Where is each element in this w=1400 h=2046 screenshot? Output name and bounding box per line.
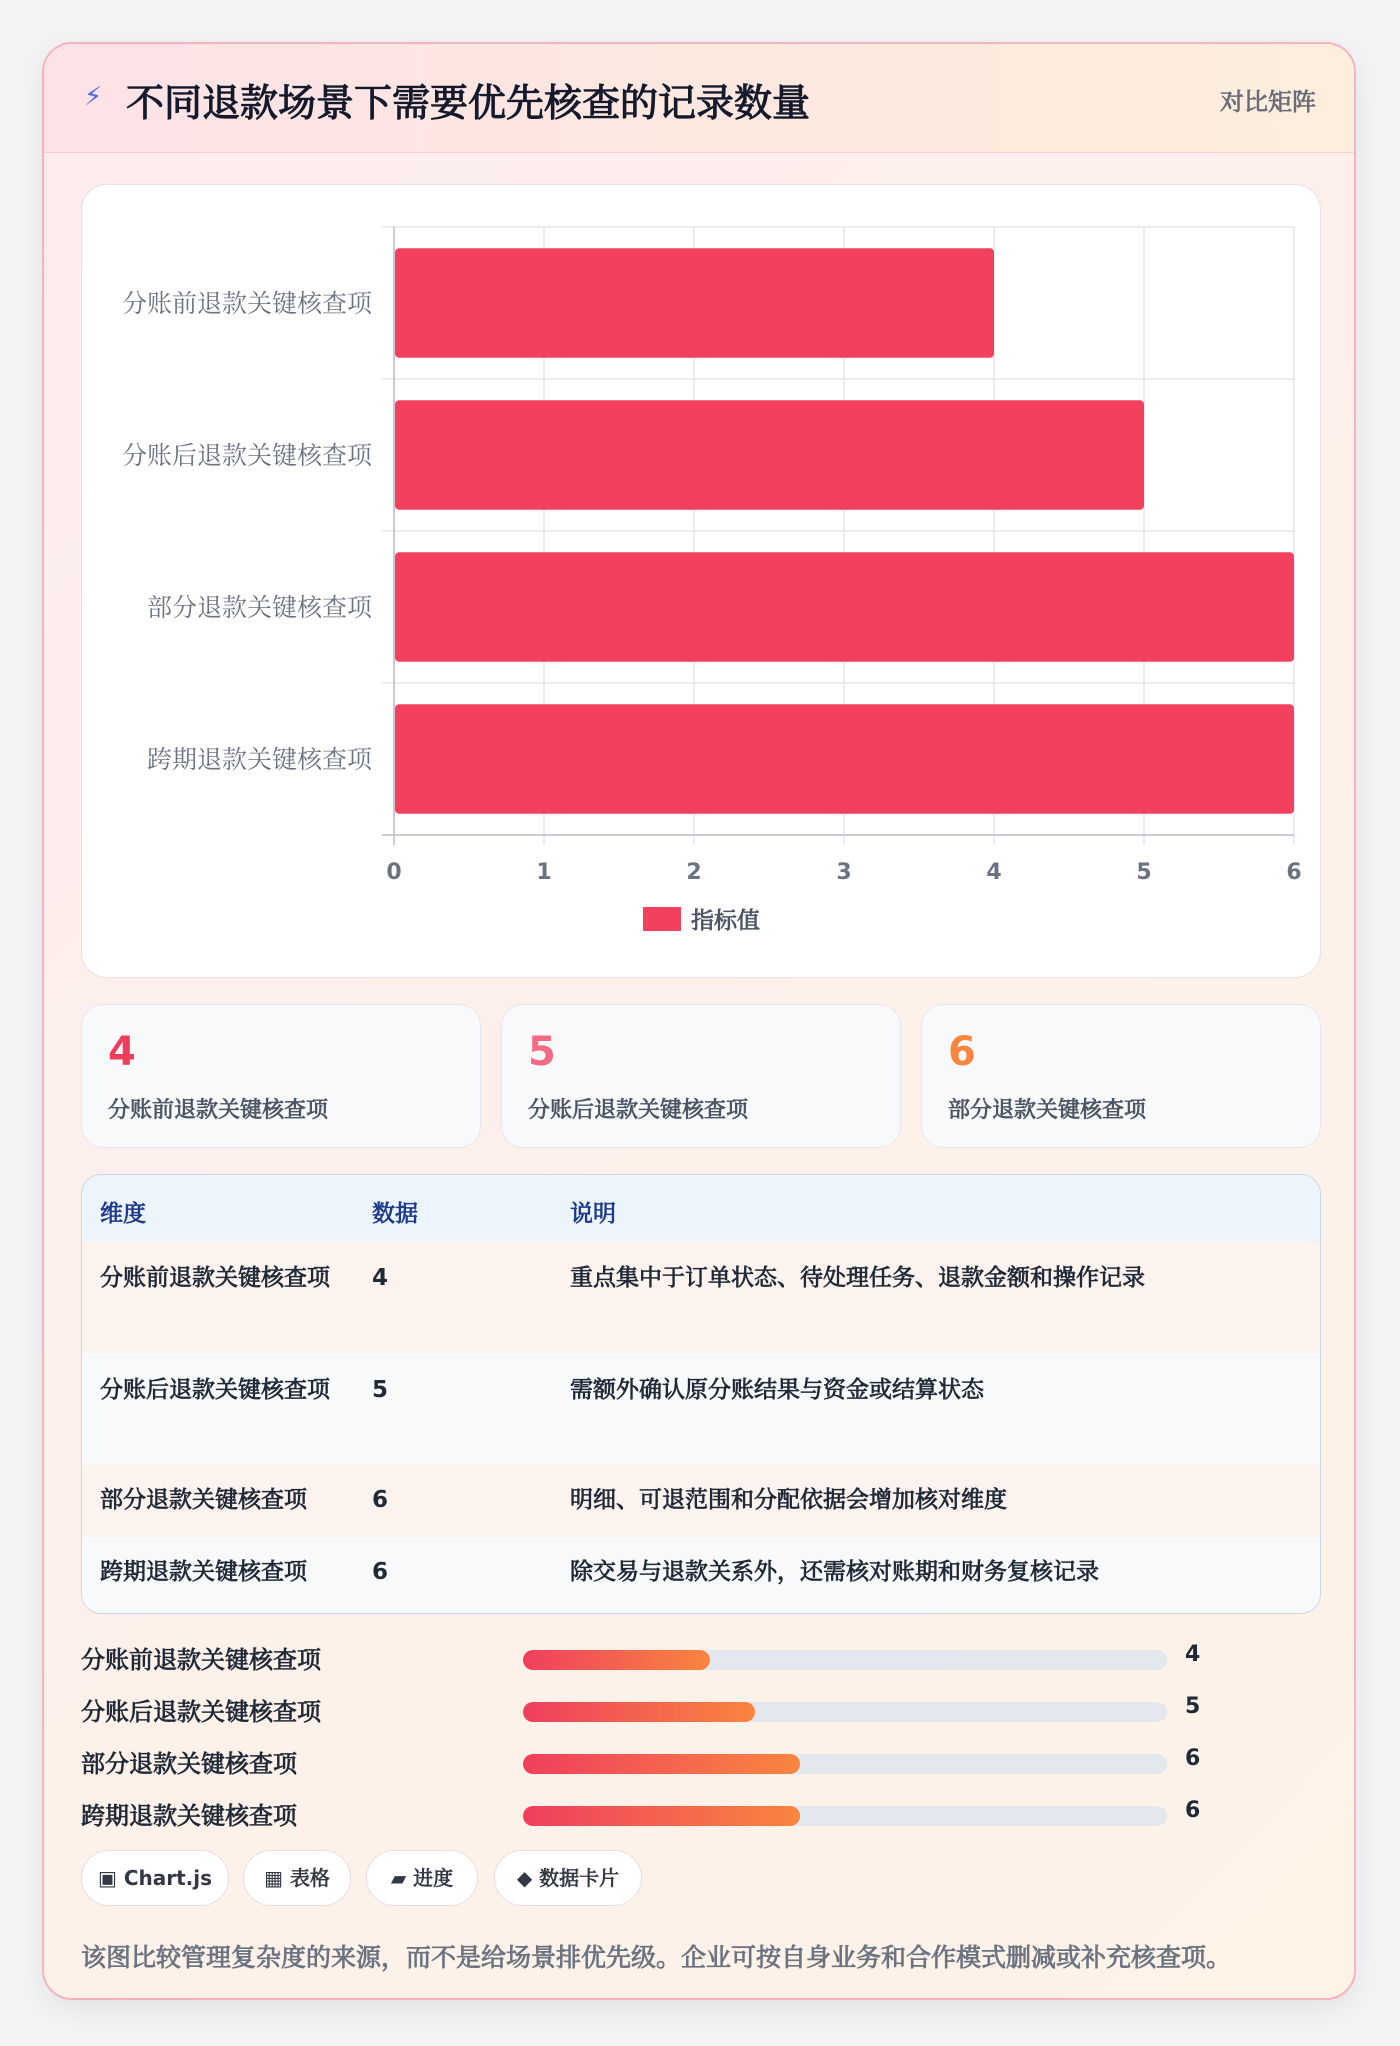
progress-value: 6 (1185, 1798, 1201, 1823)
progress-label: 分账后退款关键核查项 (81, 1698, 321, 1726)
stat-value: 6 (948, 1029, 976, 1075)
tag-progress[interactable] (366, 1850, 478, 1906)
row-value: 4 (372, 1265, 389, 1291)
bar-chart (82, 185, 1322, 979)
category-label: 分账后退款关键核查项 (121, 441, 372, 470)
row-value: 5 (372, 1377, 389, 1403)
row-value: 6 (372, 1487, 389, 1513)
row-description: 需额外确认原分账结果与资金或结算状态 (570, 1377, 984, 1403)
x-tick-label: 2 (686, 860, 702, 885)
tag-label: 表格 (289, 1866, 330, 1890)
stat-card (921, 1004, 1321, 1148)
category-label: 分账前退款关键核查项 (121, 289, 372, 318)
row-name: 分账前退款关键核查项 (100, 1265, 330, 1291)
tag-table[interactable] (243, 1850, 351, 1906)
bar (395, 704, 1294, 813)
stat-card (501, 1004, 901, 1148)
stat-value: 5 (528, 1029, 556, 1075)
row-value: 6 (372, 1559, 389, 1585)
lightning-icon: ⚡ (84, 82, 103, 112)
category-label: 部分退款关键核查项 (146, 593, 372, 622)
row-name: 部分退款关键核查项 (100, 1487, 307, 1513)
row-description: 明细、可退范围和分配依据会增加核对维度 (570, 1487, 1007, 1513)
x-tick-label: 6 (1286, 860, 1302, 885)
progress-track (523, 1650, 1167, 1670)
progress-row (81, 1688, 1321, 1728)
progress-fill (523, 1754, 800, 1774)
x-tick-label: 1 (536, 860, 552, 885)
column-header: 说明 (570, 1201, 616, 1227)
progress-row (81, 1792, 1321, 1832)
row-description: 重点集中于订单状态、待处理任务、退款金额和操作记录 (570, 1265, 1145, 1291)
table-row (82, 1465, 1320, 1538)
stat-value: 4 (108, 1029, 136, 1075)
chart-panel (81, 184, 1321, 978)
diamond-icon: ◆ (516, 1866, 533, 1890)
stat-label: 分账后退款关键核查项 (528, 1098, 749, 1123)
progress-label: 跨期退款关键核查项 (81, 1802, 297, 1830)
progress-label: 部分退款关键核查项 (81, 1750, 297, 1778)
tag-label: Chart.js (123, 1866, 213, 1890)
table-header (82, 1175, 1320, 1242)
progress-value: 4 (1185, 1642, 1201, 1667)
category-label: 跨期退款关键核查项 (146, 745, 372, 774)
table-row (82, 1353, 1320, 1466)
progress-track (523, 1806, 1167, 1826)
x-tick-label: 0 (386, 860, 402, 885)
progress-label: 分账前退款关键核查项 (81, 1646, 321, 1674)
progress-row (81, 1636, 1321, 1676)
progress-fill (523, 1702, 755, 1722)
column-header: 数据 (372, 1201, 418, 1227)
matrix-badge: 对比矩阵 (1220, 88, 1316, 116)
row-description: 除交易与退款关系外，还需核对账期和财务复核记录 (570, 1559, 1099, 1585)
tag-label: 进度 (413, 1866, 454, 1890)
row-name: 分账后退款关键核查项 (100, 1377, 330, 1403)
data-table (81, 1174, 1321, 1614)
progress-row (81, 1740, 1321, 1780)
progress-value: 5 (1185, 1694, 1201, 1719)
bar (395, 400, 1144, 509)
row-name: 跨期退款关键核查项 (100, 1559, 307, 1585)
header (44, 44, 1354, 153)
bar (395, 248, 994, 357)
progress-track (523, 1754, 1167, 1774)
progress-fill (523, 1650, 710, 1670)
x-tick-label: 3 (836, 860, 852, 885)
progress-fill (523, 1806, 800, 1826)
stat-card (81, 1004, 481, 1148)
tag-data-card[interactable] (494, 1850, 642, 1906)
progress-value: 6 (1185, 1746, 1201, 1771)
x-tick-label: 4 (986, 860, 1002, 885)
tag-chartjs[interactable] (81, 1850, 229, 1906)
legend-swatch (643, 907, 681, 931)
x-tick-label: 5 (1136, 860, 1152, 885)
table-icon: ▦ (264, 1866, 283, 1890)
card (42, 42, 1356, 2000)
bar (395, 552, 1294, 661)
page-title: 不同退款场景下需要优先核查的记录数量 (126, 81, 811, 125)
table-row (82, 1241, 1320, 1354)
progress-icon: ▰ (390, 1866, 407, 1890)
table-row (82, 1537, 1320, 1614)
progress-track (523, 1702, 1167, 1722)
chart-icon: ▣ (97, 1866, 117, 1890)
footer-note: 该图比较管理复杂度的来源，而不是给场景排优先级。企业可按自身业务和合作模式删减或补充核查项。 (81, 1943, 1232, 1972)
stat-label: 分账前退款关键核查项 (108, 1098, 329, 1123)
tag-label: 数据卡片 (539, 1866, 620, 1890)
legend-label: 指标值 (691, 908, 760, 934)
stat-label: 部分退款关键核查项 (948, 1098, 1147, 1123)
column-header: 维度 (100, 1201, 146, 1227)
